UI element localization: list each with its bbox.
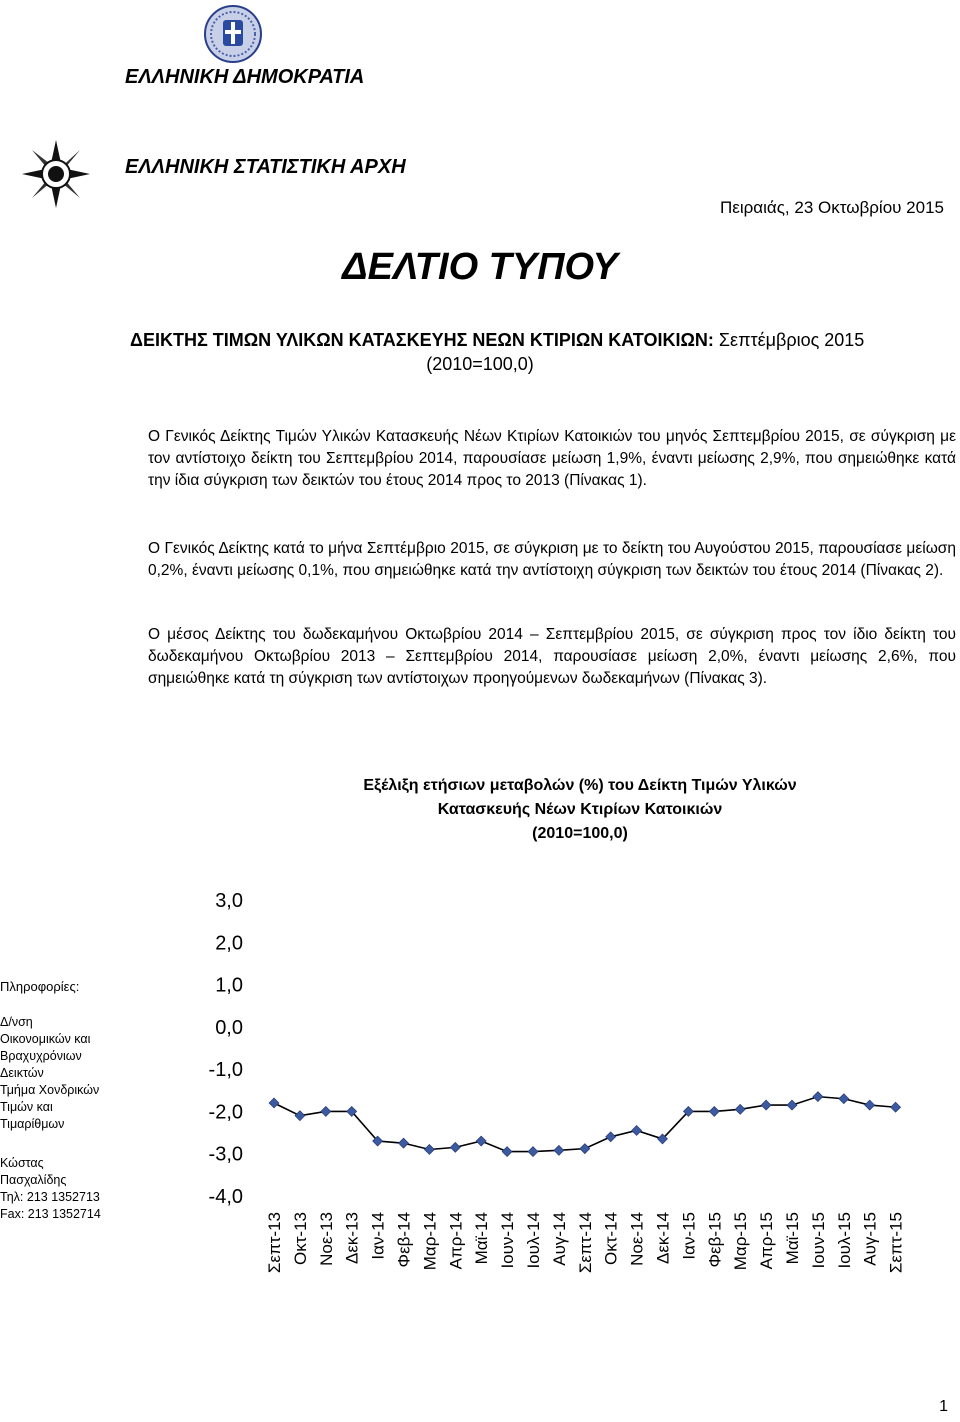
chart-title-line: Εξέλιξη ετήσιων μεταβολών (%) του Δείκτη Τιμών Υλικών	[363, 777, 797, 794]
data-point	[528, 1147, 538, 1157]
y-tick-label: -1,0	[208, 1059, 243, 1082]
republic-heading: ΕΛΛΗΝΙΚΗ ΔΗΜΟΚΡΑΤΙΑ	[125, 66, 365, 88]
data-point	[321, 1106, 331, 1116]
data-point	[709, 1106, 719, 1116]
data-point	[399, 1138, 409, 1148]
x-tick-label: Μαρ-14	[420, 1212, 440, 1271]
authority-heading: ΕΛΛΗΝΙΚΗ ΣΤΑΤΙΣΤΙΚΗ ΑΡΧΗ	[125, 156, 406, 178]
paragraph-annual-change: Ο Γενικός Δείκτης Τιμών Υλικών Κατασκευής Νέων Κτιρίων Κατοικιών του μηνός Σεπτεμβρίου 2015, σε σύγκριση με τον αντίστοιχο δείκτη του Σεπτεμβρίου 2014, παρουσίασε μείωση 1,9%, έναντι μείωσης 2,9%, που σημειώθηκε κατά την ίδια σύγκριση των δεικτών του έτους 2014 προς το 2013 (Πίνακας 1).	[148, 428, 956, 489]
x-tick-label: Φεβ-14	[394, 1212, 414, 1268]
x-tick-label: Ιουλ-15	[834, 1212, 854, 1269]
info-line: Βραχυχρόνιων	[0, 1049, 82, 1063]
index-base: (2010=100,0)	[426, 354, 534, 374]
data-point	[424, 1144, 434, 1154]
x-tick-label: Ιουν-15	[808, 1212, 828, 1269]
y-tick-label: 1,0	[215, 974, 243, 997]
data-point	[735, 1104, 745, 1114]
x-tick-label: Μαϊ-14	[472, 1212, 492, 1265]
press-release-title: ΔΕΛΤΙΟ ΤΥΠΟΥ	[342, 246, 618, 288]
x-tick-label: Σεπτ-13	[265, 1212, 284, 1274]
x-tick-label: Δεκ-13	[342, 1212, 362, 1265]
info-line: Κώστας	[0, 1156, 44, 1170]
x-tick-label: Οκτ-13	[290, 1212, 310, 1266]
info-line: Οικονομικών και	[0, 1032, 91, 1046]
paragraph-monthly-change: Ο Γενικός Δείκτης κατά το μήνα Σεπτέμβριο 2015, σε σύγκριση με το δείκτη του Αυγούστου 2015, παρουσίασε μείωση 0,2%, έναντι μείωσης 0,1%, που σημειώθηκε κατά την αντίστοιχη σύγκριση των δεικτών του έτους 2014 (Πίνακας 2).	[148, 540, 956, 579]
x-tick-label: Νοε-13	[316, 1212, 336, 1266]
data-point	[295, 1111, 305, 1121]
x-tick-label: Νοε-14	[627, 1212, 647, 1266]
chart-title-line: Κατασκευής Νέων Κτιρίων Κατοικιών	[437, 801, 723, 818]
x-tick-label: Φεβ-15	[705, 1212, 725, 1268]
data-point	[580, 1144, 590, 1154]
index-period: Σεπτέμβριος 2015	[718, 330, 865, 350]
x-tick-label: Ιουλ-14	[524, 1212, 543, 1269]
chart-title-line: (2010=100,0)	[532, 825, 628, 842]
info-line: Πασχαλίδης	[0, 1173, 67, 1187]
elstat-logo	[22, 140, 90, 208]
data-point	[839, 1094, 849, 1104]
page-number: 1	[939, 1398, 948, 1415]
info-line: Fax: 213 1352714	[0, 1207, 101, 1221]
data-point	[502, 1147, 512, 1157]
place-date: Πειραιάς, 23 Οκτωβρίου 2015	[720, 198, 944, 217]
index-subtitle	[130, 330, 864, 351]
data-point	[632, 1125, 642, 1135]
data-point	[269, 1098, 279, 1108]
x-tick-label: Μαϊ-15	[783, 1212, 802, 1265]
x-tick-label: Απρ-15	[757, 1212, 777, 1270]
data-point	[865, 1100, 875, 1110]
info-line: Δεικτών	[0, 1066, 44, 1080]
annual-change-line-chart	[0, 860, 960, 1320]
x-tick-label: Αυγ-14	[549, 1212, 569, 1266]
chart-title	[300, 774, 860, 846]
y-tick-label: 0,0	[215, 1016, 243, 1039]
data-point	[606, 1132, 616, 1142]
index-name: ΔΕΙΚΤΗΣ ΤΙΜΩΝ ΥΛΙΚΩΝ ΚΑΤΑΣΚΕΥΗΣ ΝΕΩΝ ΚΤΙΡΙΩΝ ΚΑΤΟΙΚΙΩΝ:	[130, 330, 714, 350]
info-line: Δ/νση	[0, 1015, 33, 1029]
x-tick-label: Απρ-14	[446, 1212, 466, 1270]
y-tick-label: -2,0	[208, 1101, 243, 1124]
info-line: Τιμών και	[0, 1100, 53, 1114]
data-point	[813, 1092, 823, 1102]
data-point	[476, 1136, 486, 1146]
x-tick-label: Ιαν-14	[368, 1212, 388, 1260]
info-line: Τηλ: 213 1352713	[0, 1190, 100, 1204]
x-tick-label: Δεκ-14	[653, 1212, 673, 1265]
y-tick-label: -3,0	[208, 1143, 243, 1166]
x-tick-label: Σεπτ-15	[886, 1212, 906, 1274]
y-tick-label: -4,0	[208, 1186, 243, 1208]
info-label: Πληροφορίες:	[0, 979, 80, 994]
y-tick-label: 3,0	[215, 890, 243, 912]
x-tick-label: Αυγ-15	[860, 1212, 880, 1266]
data-point	[450, 1142, 460, 1152]
data-point	[891, 1102, 901, 1112]
y-tick-label: 2,0	[215, 932, 243, 955]
data-point	[787, 1100, 797, 1110]
x-tick-label: Μαρ-15	[731, 1212, 751, 1271]
paragraph-twelve-month-change: Ο μέσος Δείκτης του δωδεκαμήνου Οκτωβρίου 2014 – Σεπτεμβρίου 2015, σε σύγκριση προς τον ίδιο δείκτη του δωδεκαμήνου Οκτωβρίου 2013 – Σεπτεμβρίου 2014, παρουσίασε μείωση 2,0%, έναντι μείωσης 2,6%, που σημειώθηκε κατά τη σύγκριση των αντίστοιχων προηγούμενων δωδεκαμήνων (Πίνακας 3).	[148, 626, 956, 687]
info-line: Τμήμα Χονδρικών	[0, 1083, 100, 1097]
greek-republic-emblem	[203, 4, 263, 64]
data-point	[761, 1100, 771, 1110]
x-tick-label: Ιαν-15	[679, 1212, 699, 1260]
x-tick-label: Σεπτ-14	[575, 1212, 595, 1274]
info-line: Τιμαρίθμων	[0, 1117, 65, 1131]
data-point	[554, 1145, 564, 1155]
x-tick-label: Ιουν-14	[498, 1212, 518, 1269]
x-tick-label: Οκτ-14	[601, 1212, 621, 1266]
